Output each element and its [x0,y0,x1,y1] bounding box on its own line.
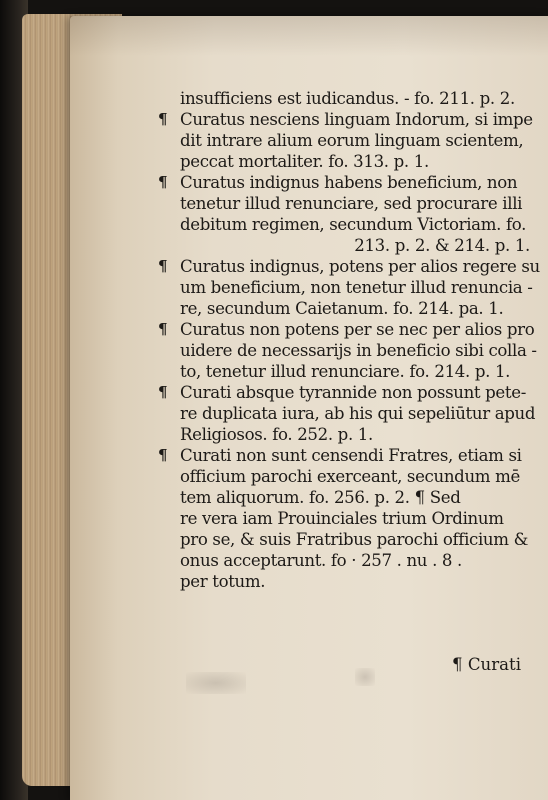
paragraph-mark: ¶ [158,257,168,275]
paragraph-mark: ¶ [158,173,168,191]
paragraph-mark: ¶ [158,320,168,338]
text-line: uidere de necessarijs in beneficio sibi colla - [180,341,537,360]
text-line: ¶ Curatus nesciens linguam Indorum, si impe [158,110,533,129]
text-line: tem aliquorum. fo. 256. p. 2. ¶ Sed [180,488,461,507]
paragraph-mark: ¶ [158,383,168,401]
text-line: onus acceptarunt. fo · 257 . nu . 8 . [180,551,462,570]
page-top-shadow [70,16,548,56]
text-line: re, secundum Caietanum. fo. 214. pa. 1. [180,299,504,318]
paragraph-mark: ¶ [158,446,168,464]
text-line: ¶ Curati absque tyrannide non possunt pete- [158,383,526,402]
catchword: ¶ Curati [452,655,522,674]
text-line: per totum. [180,572,266,591]
ink-smudge [355,668,375,686]
paragraph-mark: ¶ [158,110,168,128]
text-line: ¶ Curatus non potens per se nec per alios pro [158,320,535,339]
ink-smudge [186,672,246,694]
text-line: re duplicata iura, ab his qui sepeliūtur apud [180,404,536,423]
text-line: peccat mortaliter. fo. 313. p. 1. [180,152,429,171]
text-line: tenetur illud renunciare, sed procurare illi [180,194,523,213]
text-line: to, tenetur illud renunciare. fo. 214. p. 1. [180,362,511,381]
text-line: um beneficium, non tenetur illud renuncia - [180,278,533,297]
text-line: 213. p. 2. & 214. p. 1. [354,236,530,255]
text-line: ¶ Curati non sunt censendi Fratres, etiam si [158,446,522,465]
text-line: pro se, & suis Fratribus parochi officium & [180,530,528,549]
text-line: officium parochi exerceant, secundum mē [180,467,520,486]
text-line: dit intrare alium eorum linguam scientem, [180,131,524,150]
text-line: re vera iam Prouinciales trium Ordinum [180,509,504,528]
text-line: insufficiens est iudicandus. - fo. 211. p. 2. [180,89,515,108]
text-line: debitum regimen, secundum Victoriam. fo. [180,215,527,234]
text-line: Religiosos. fo. 252. p. 1. [180,425,373,444]
index-text-block [160,88,548,592]
text-line: ¶ Curatus indignus habens beneficium, non [158,173,518,192]
text-line: ¶ Curatus indignus, potens per alios regere su [158,257,540,276]
